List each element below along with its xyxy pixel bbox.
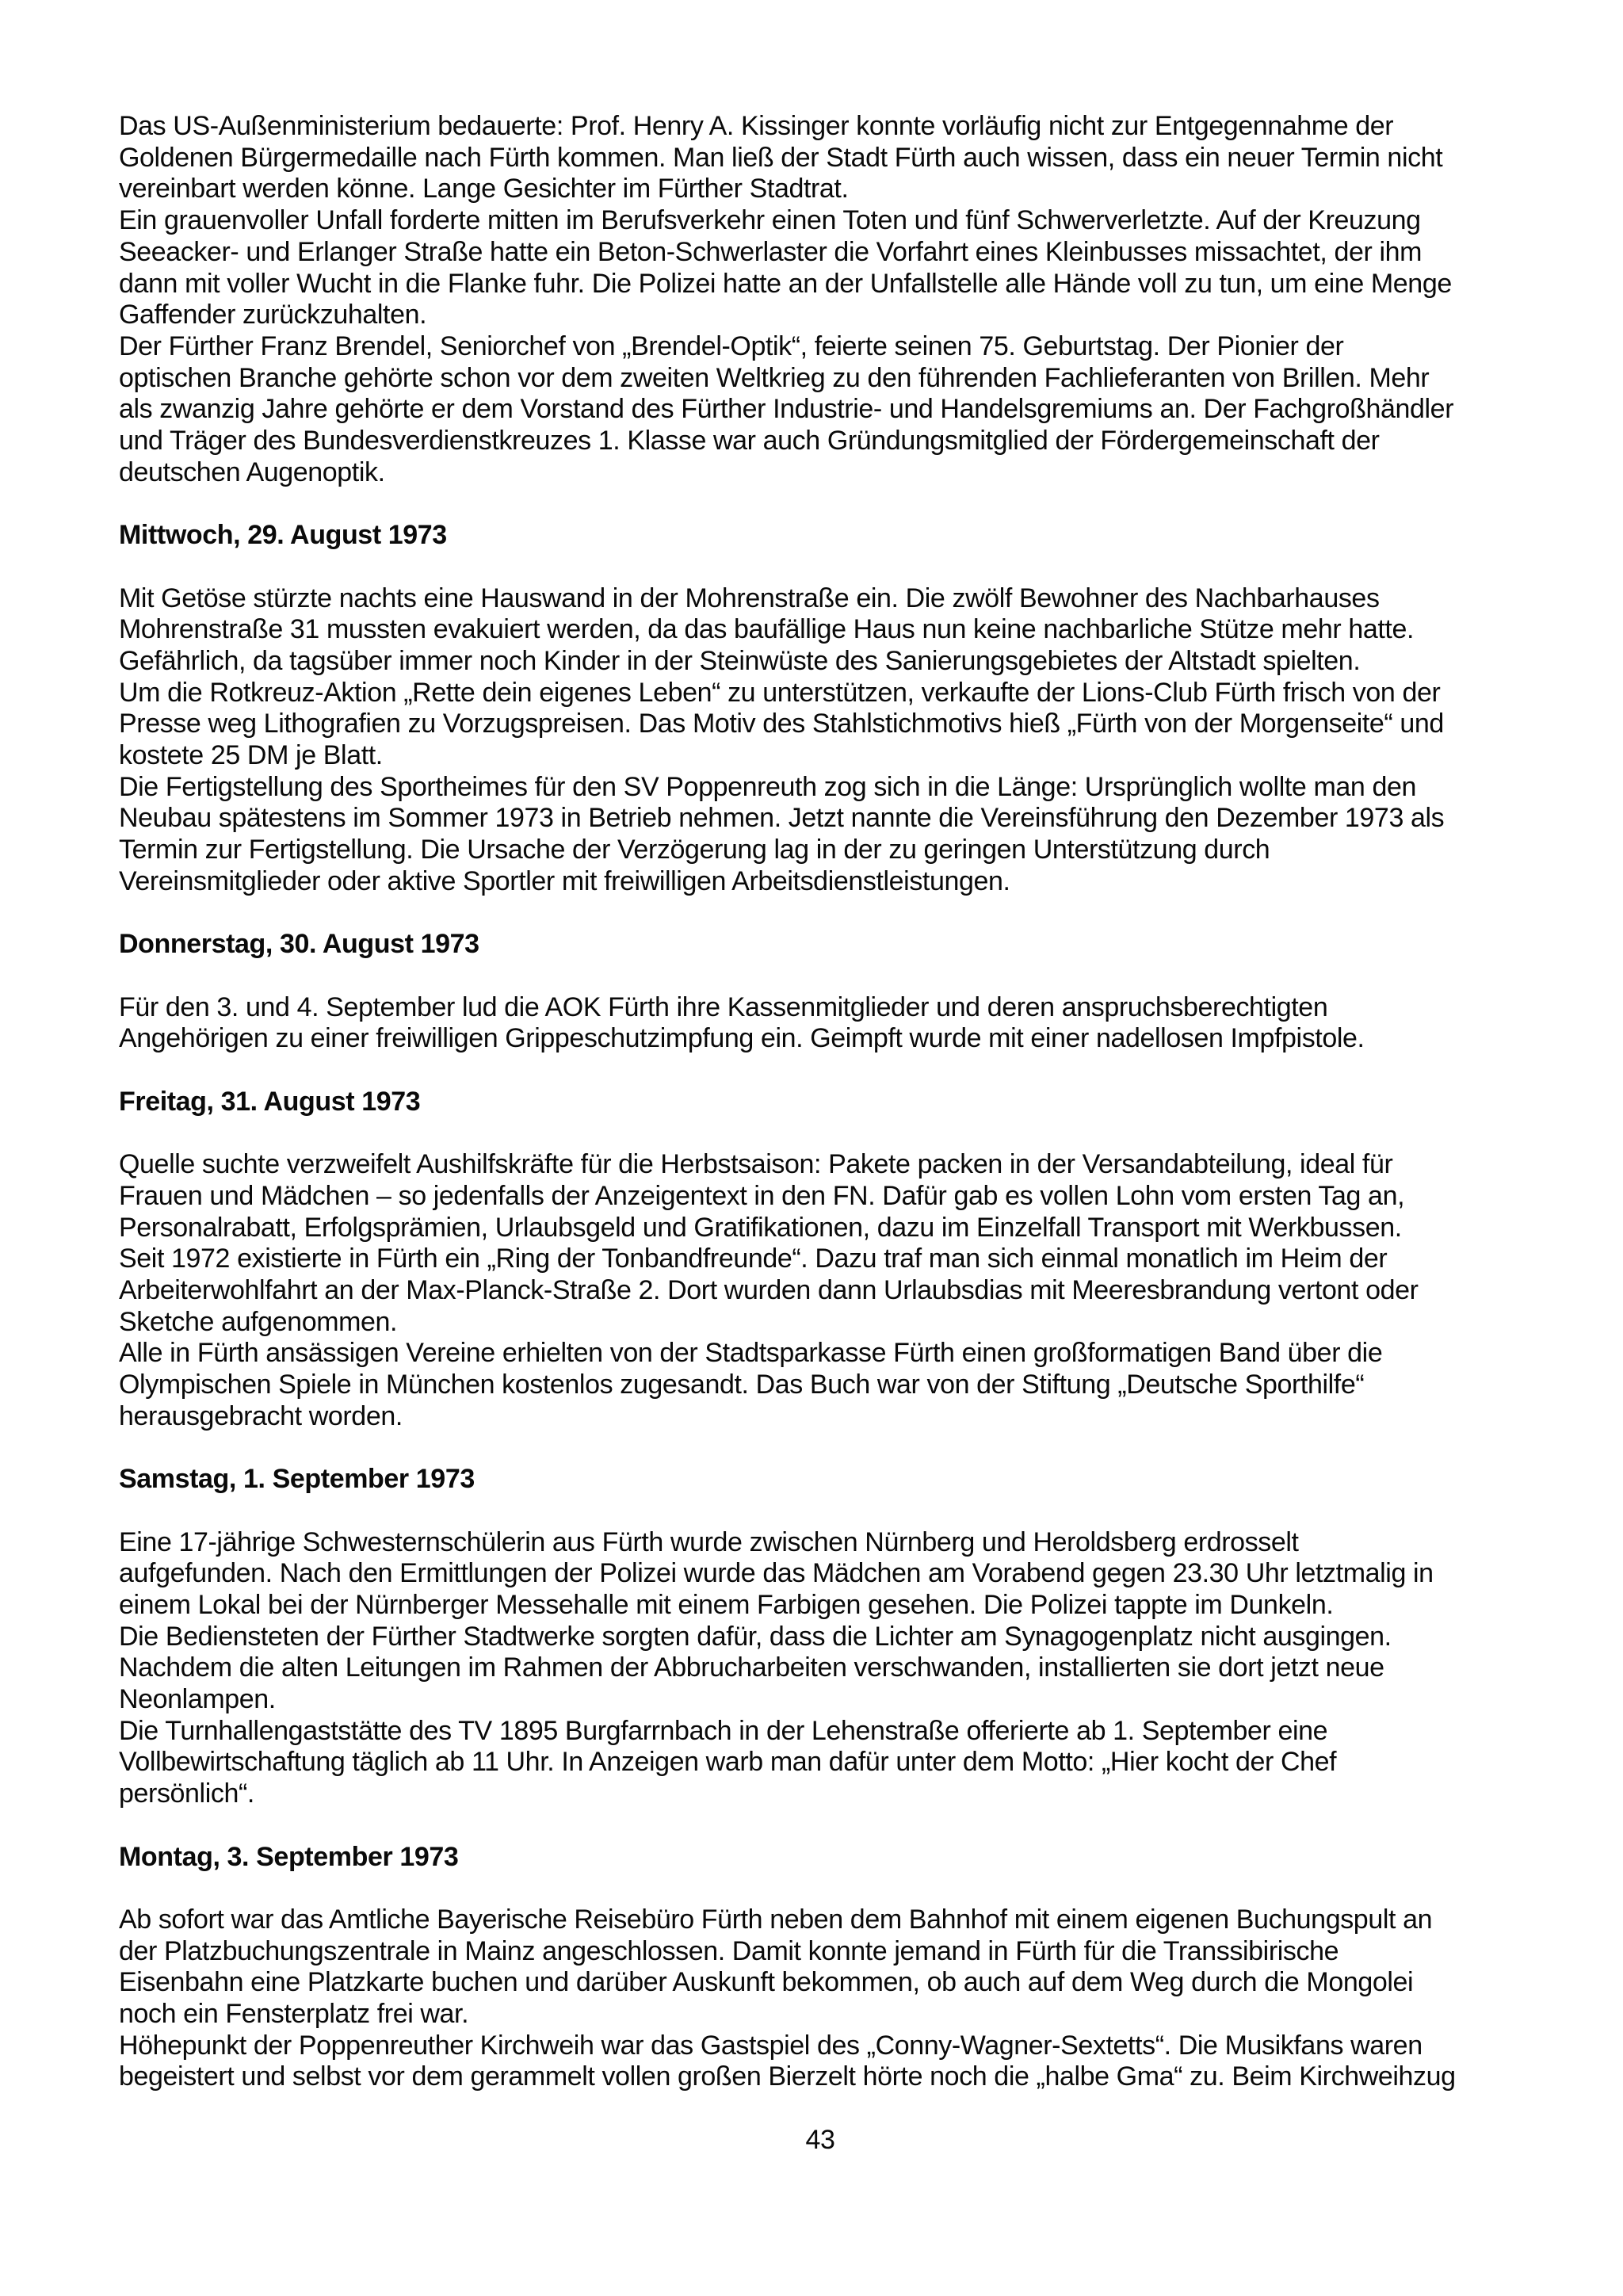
text-line: und Träger des Bundesverdienstkreuzes 1. Klasse war auch Gründungsmitglied der Fördergemeinschaft der bbox=[119, 426, 1380, 457]
text-line: Seeacker- und Erlanger Straße hatte ein Beton-Schwerlaster die Vorfahrt eines Kleinbusses missachtet, der ihm bbox=[119, 236, 1423, 267]
text-line: einem Lokal bei der Nürnberger Messehalle mit einem Farbigen gesehen. Die Polizei tappte im Dunkeln. bbox=[119, 1589, 1334, 1620]
text-line: Gaffender zurückzuhalten. bbox=[119, 300, 427, 330]
text-line: Neubau spätestens im Sommer 1973 in Betrieb nehmen. Jetzt nannte die Vereinsführung den Dezember 1973 als bbox=[119, 803, 1445, 834]
text-line: Olympischen Spiele in München kostenlos zugesandt. Das Buch war von der Stiftung „Deutsche Sporthilfe“ bbox=[119, 1370, 1365, 1400]
text-line: Freitag, 31. August 1973 bbox=[119, 1086, 421, 1117]
date-heading bbox=[119, 929, 1522, 961]
text-line: vereinbart werden könne. Lange Gesichter im Fürther Stadtrat. bbox=[119, 174, 849, 204]
text-line: Für den 3. und 4. September lud die AOK Fürth ihre Kassenmitglieder und deren anspruchsberechtigten bbox=[119, 991, 1328, 1022]
document-body bbox=[119, 111, 1522, 2157]
text-line: kostete 25 DM je Blatt. bbox=[119, 740, 383, 771]
date-heading bbox=[119, 1087, 1522, 1118]
text-line: Angehörigen zu einer freiwilligen Grippeschutzimpfung ein. Geimpft wurde mit einer nadellosen Impfpistole. bbox=[119, 1023, 1365, 1054]
text-line: Eisenbahn eine Platzkarte buchen und darüber Auskunft bekommen, ob auch auf dem Weg durch die Mongolei bbox=[119, 1967, 1414, 1998]
text-line: dann mit voller Wucht in die Flanke fuhr. Die Polizei hatte an der Unfallstelle alle Hände voll zu tun, um eine Menge bbox=[119, 268, 1452, 299]
text-line: Termin zur Fertigstellung. Die Ursache der Verzögerung lag in der zu geringen Unterstützung durch bbox=[119, 835, 1270, 865]
text-line: Um die Rotkreuz-Aktion „Rette dein eigenes Leben“ zu unterstützen, verkaufte der Lions-Club Fürth frisch von der bbox=[119, 677, 1441, 708]
text-line: Vollbewirtschaftung täglich ab 11 Uhr. In Anzeigen warb man dafür unter dem Motto: „Hier kocht der Chef bbox=[119, 1747, 1337, 1778]
text-line: Höhepunkt der Poppenreuther Kirchweih war das Gastspiel des „Conny-Wagner-Sextetts“. Die Musikfans waren bbox=[119, 2030, 1423, 2061]
text-line: Donnerstag, 30. August 1973 bbox=[119, 929, 479, 960]
paragraph bbox=[119, 583, 1522, 898]
text-line: Alle in Fürth ansässigen Vereine erhielten von der Stadtsparkasse Fürth einen großformatigen Band über die bbox=[119, 1338, 1383, 1369]
text-line: Eine 17-jährige Schwesternschülerin aus Fürth wurde zwischen Nürnberg und Heroldsberg erdrosselt bbox=[119, 1526, 1299, 1557]
page-number: 43 bbox=[805, 2124, 835, 2155]
text-line: persönlich“. bbox=[119, 1778, 254, 1809]
paragraph bbox=[119, 1527, 1522, 1810]
text-line: Sketche aufgenommen. bbox=[119, 1306, 398, 1337]
text-line: der Platzbuchungszentrale in Mainz angeschlossen. Damit konnte jemand in Fürth für die Transsibirische bbox=[119, 1935, 1339, 1966]
text-line: Das US-Außenministerium bedauerte: Prof. Henry A. Kissinger konnte vorläufig nicht zur Entgegennahme der bbox=[119, 111, 1394, 141]
date-heading bbox=[119, 1842, 1522, 1874]
text-line: aufgefunden. Nach den Ermittlungen der Polizei wurde das Mädchen am Vorabend gegen 23.30 Uhr letztmalig in bbox=[119, 1558, 1434, 1589]
text-line: begeistert und selbst vor dem gerammelt vollen großen Bierzelt hörte noch die „halbe Gma“ zu. Beim Kirchweihzug bbox=[119, 2061, 1456, 2092]
page-footer bbox=[119, 2125, 1522, 2157]
text-line: Neonlampen. bbox=[119, 1684, 276, 1715]
text-line: Personalrabatt, Erfolgsprämien, Urlaubsgeld und Gratifikationen, dazu im Einzelfall Transport mit Werkbussen. bbox=[119, 1212, 1402, 1243]
text-line: Gefährlich, da tagsüber immer noch Kinder in der Steinwüste des Sanierungsgebietes der Altstadt spielten. bbox=[119, 645, 1361, 676]
paragraph bbox=[119, 1149, 1522, 1432]
text-line: deutschen Augenoptik. bbox=[119, 457, 385, 487]
text-line: Frauen und Mädchen – so jedenfalls der Anzeigentext in den FN. Dafür gab es vollen Lohn vom ersten Tag an, bbox=[119, 1180, 1405, 1211]
text-line: Mittwoch, 29. August 1973 bbox=[119, 520, 447, 551]
text-line: Mit Getöse stürzte nachts eine Hauswand in der Mohrenstraße ein. Die zwölf Bewohner des Nachbarhauses bbox=[119, 583, 1380, 613]
text-line: Die Fertigstellung des Sportheimes für den SV Poppenreuth zog sich in die Länge: Ursprünglich wollte man den bbox=[119, 771, 1416, 802]
text-line: Mohrenstraße 31 mussten evakuiert werden, da das baufällige Haus nun keine nachbarliche Stütze mehr hatte. bbox=[119, 614, 1415, 645]
text-line: Montag, 3. September 1973 bbox=[119, 1841, 459, 1872]
text-line: Die Bediensteten der Fürther Stadtwerke sorgten dafür, dass die Lichter am Synagogenplatz nicht ausgingen. bbox=[119, 1621, 1392, 1652]
text-line: Goldenen Bürgermedaille nach Fürth kommen. Man ließ der Stadt Fürth auch wissen, dass ein neuer Termin nicht bbox=[119, 142, 1443, 173]
text-line: optischen Branche gehörte schon vor dem zweiten Weltkrieg zu den führenden Fachlieferanten von Brillen. Mehr bbox=[119, 362, 1430, 393]
date-heading bbox=[119, 520, 1522, 552]
paragraph bbox=[119, 111, 1522, 488]
text-line: Arbeiterwohlfahrt an der Max-Planck-Straße 2. Dort wurden dann Urlaubsdias mit Meeresbrandung vertont oder bbox=[119, 1274, 1419, 1305]
text-line: Vereinsmitglieder oder aktive Sportler mit freiwilligen Arbeitsdienstleistungen. bbox=[119, 865, 1010, 896]
text-line: Samstag, 1. September 1973 bbox=[119, 1464, 475, 1495]
date-heading bbox=[119, 1464, 1522, 1496]
text-line: Seit 1972 existierte in Fürth ein „Ring der Tonbandfreunde“. Dazu traf man sich einmal monatlich im Heim der bbox=[119, 1244, 1388, 1274]
text-line: noch ein Fensterplatz frei war. bbox=[119, 1999, 469, 2030]
paragraph bbox=[119, 992, 1522, 1055]
text-line: Die Turnhallengaststätte des TV 1895 Burgfarrnbach in der Lehenstraße offerierte ab 1. September eine bbox=[119, 1715, 1328, 1746]
text-line: Ein grauenvoller Unfall forderte mitten im Berufsverkehr einen Toten und fünf Schwerverletzte. Auf der Kreuzung bbox=[119, 205, 1421, 236]
text-line: Nachdem die alten Leitungen im Rahmen der Abbrucharbeiten verschwanden, installierten sie dort jetzt neue bbox=[119, 1652, 1384, 1683]
text-line: als zwanzig Jahre gehörte er dem Vorstand des Fürther Industrie- und Handelsgremiums an. Der Fachgroßhändler bbox=[119, 394, 1454, 425]
paragraph bbox=[119, 1904, 1522, 2093]
text-line: Ab sofort war das Amtliche Bayerische Reisebüro Fürth neben dem Bahnhof mit einem eigenen Buchungspult an bbox=[119, 1904, 1433, 1935]
text-line: Der Fürther Franz Brendel, Seniorchef von „Brendel-Optik“, feierte seinen 75. Geburtstag. Der Pionier der bbox=[119, 330, 1344, 361]
text-line: Presse weg Lithografien zu Vorzugspreisen. Das Motiv des Stahlstichmotivs hieß „Fürth von der Morgenseite“ und bbox=[119, 709, 1444, 739]
text-line: herausgebracht worden. bbox=[119, 1400, 403, 1431]
text-line: Quelle suchte verzweifelt Aushilfskräfte für die Herbstsaison: Pakete packen in der Versandabteilung, ideal für bbox=[119, 1149, 1393, 1180]
